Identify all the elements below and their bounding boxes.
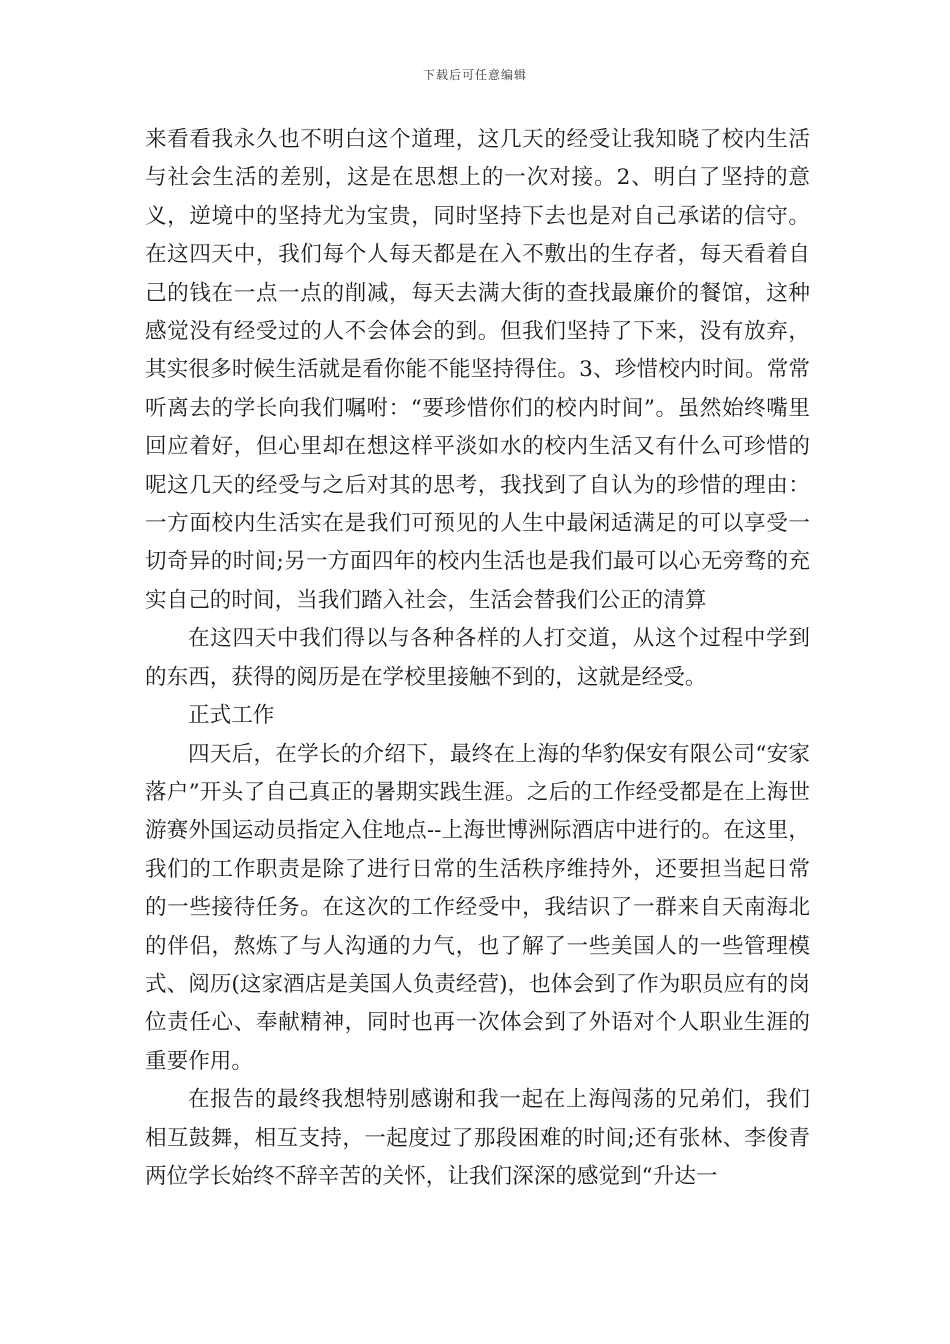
paragraph-formal-work: 四天后，在学长的介绍下，最终在上海的华豹保安有限公司“安家落户”开头了自己真正的暑期实践生涯。之后的工作经受都是在上海世游赛外国运动员指定入住地点--上海世博洲际酒店中进行的。在这里，我们的工作职责是除了进行日常的生活秩序维持外，还要担当起日常的一些接待任务。在这次的工作经受中，我结识了一群来自天南海北的伴侣，熬炼了与人沟通的力气，也了解了一些美国人的一些管理模式、阅历(这家酒店是美国人负责经营)，也体会到了作为职员应有的岗位责任心、奉献精神，同时也再一次体会到了外语对个人职业生涯的重要作用。 — [145, 741, 810, 1074]
section-heading: 正式工作 — [188, 703, 275, 729]
paragraph-thanks: 在报告的最终我想特别感谢和我一起在上海闯荡的兄弟们，我们相互鼓舞，相互支持，一起度过了那段困难的时间;还有张林、李俊青两位学长始终不辞辛苦的关怀，让我们深深的感觉到“升达一 — [145, 1087, 810, 1189]
paragraph-experience: 在这四天中我们得以与各种各样的人打交道，从这个过程中学到的东西，获得的阅历是在学校里接触不到的，这就是经受。 — [145, 626, 810, 690]
paragraph-continued: 来看看我永久也不明白这个道理，这几天的经受让我知晓了校内生活与社会生活的差别，这是在思想上的一次对接。2、明白了坚持的意义，逆境中的坚持尤为宝贵，同时坚持下去也是对自己承诺的信守。在这四天中，我们每个人每天都是在入不敷出的生存者，每天看着自己的钱在一点一点的削减，每天去满大街的查找最廉价的餐馆，这种感觉没有经受过的人不会体会的到。但我们坚持了下来，没有放弃，其实很多时候生活就是看你能不能坚持得住。3、珍惜校内时间。常常听离去的学长向我们嘱咐：“要珍惜你们的校内时间”。虽然始终嘴里回应着好，但心里却在想这样平淡如水的校内生活又有什么可珍惜的呢这几天的经受与之后对其的思考，我找到了自认为的珍惜的理由：一方面校内生活实在是我们可预见的人生中最闲适满足的可以享受一切奇异的时间;另一方面四年的校内生活也是我们最可以心无旁骛的充实自己的时间，当我们踏入社会，生活会替我们公正的清算 — [145, 127, 810, 613]
document-body — [145, 121, 810, 1196]
page-header: 下载后可任意编辑 — [422, 68, 527, 82]
